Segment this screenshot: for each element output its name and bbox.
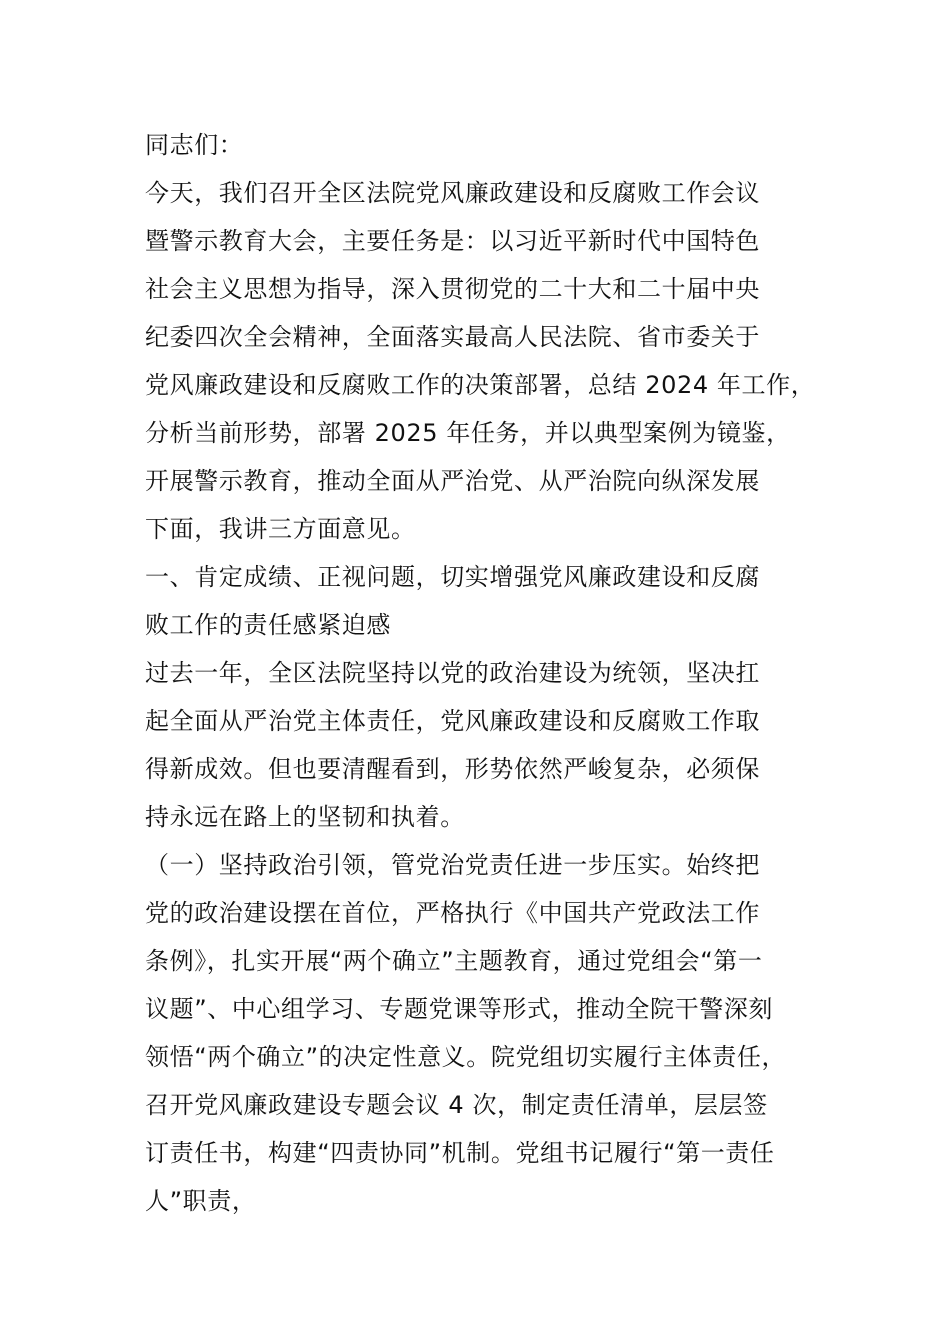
text-line: 得新成效。但也要清醒看到，形势依然严峻复杂，必须保 xyxy=(145,755,760,783)
text-line: 过去一年，全区法院坚持以党的政治建设为统领，坚决扛 xyxy=(145,659,760,687)
section-heading-line: 一、肯定成绩、正视问题，切实增强党风廉政建设和反腐 xyxy=(145,563,760,591)
document-body xyxy=(145,121,845,1225)
text-line: 暨警示教育大会，主要任务是：以习近平新时代中国特色 xyxy=(145,227,760,255)
salutation-line: 同志们： xyxy=(145,131,244,159)
text-line: 召开党风廉政建设专题会议 4 次，制定责任清单，层层签 xyxy=(145,1091,768,1119)
text-line: 开展警示教育，推动全面从严治党、从严治院向纵深发展 xyxy=(145,467,760,495)
text-line: 党风廉政建设和反腐败工作的决策部署，总结 2024 年工作， xyxy=(145,371,816,399)
section-heading-line: 败工作的责任感紧迫感 xyxy=(145,611,391,639)
text-line: 下面，我讲三方面意见。 xyxy=(145,515,416,543)
text-line: 党的政治建设摆在首位，严格执行《中国共产党政法工作 xyxy=(145,899,760,927)
text-line: 条例》，扎实开展“两个确立”主题教育，通过党组会“第一 xyxy=(145,947,763,975)
text-line: 今天，我们召开全区法院党风廉政建设和反腐败工作会议 xyxy=(145,179,760,207)
text-line: 订责任书，构建“四责协同”机制。党组书记履行“第一责任 xyxy=(145,1139,775,1167)
text-line: 人”职责， xyxy=(145,1187,257,1215)
text-line: 分析当前形势，部署 2025 年任务，并以典型案例为镜鉴， xyxy=(145,419,791,447)
text-line: 领悟“两个确立”的决定性意义。院党组切实履行主体责任， xyxy=(145,1043,787,1071)
text-line: 议题”、中心组学习、专题党课等形式，推动全院干警深刻 xyxy=(145,995,774,1023)
subsection-line: （一）坚持政治引领，管党治党责任进一步压实。始终把 xyxy=(145,851,760,879)
text-line: 持永远在路上的坚韧和执着。 xyxy=(145,803,465,831)
text-line: 起全面从严治党主体责任，党风廉政建设和反腐败工作取 xyxy=(145,707,760,735)
text-line: 纪委四次全会精神，全面落实最高人民法院、省市委关于 xyxy=(145,323,760,351)
text-line: 社会主义思想为指导，深入贯彻党的二十大和二十届中央 xyxy=(145,275,760,303)
